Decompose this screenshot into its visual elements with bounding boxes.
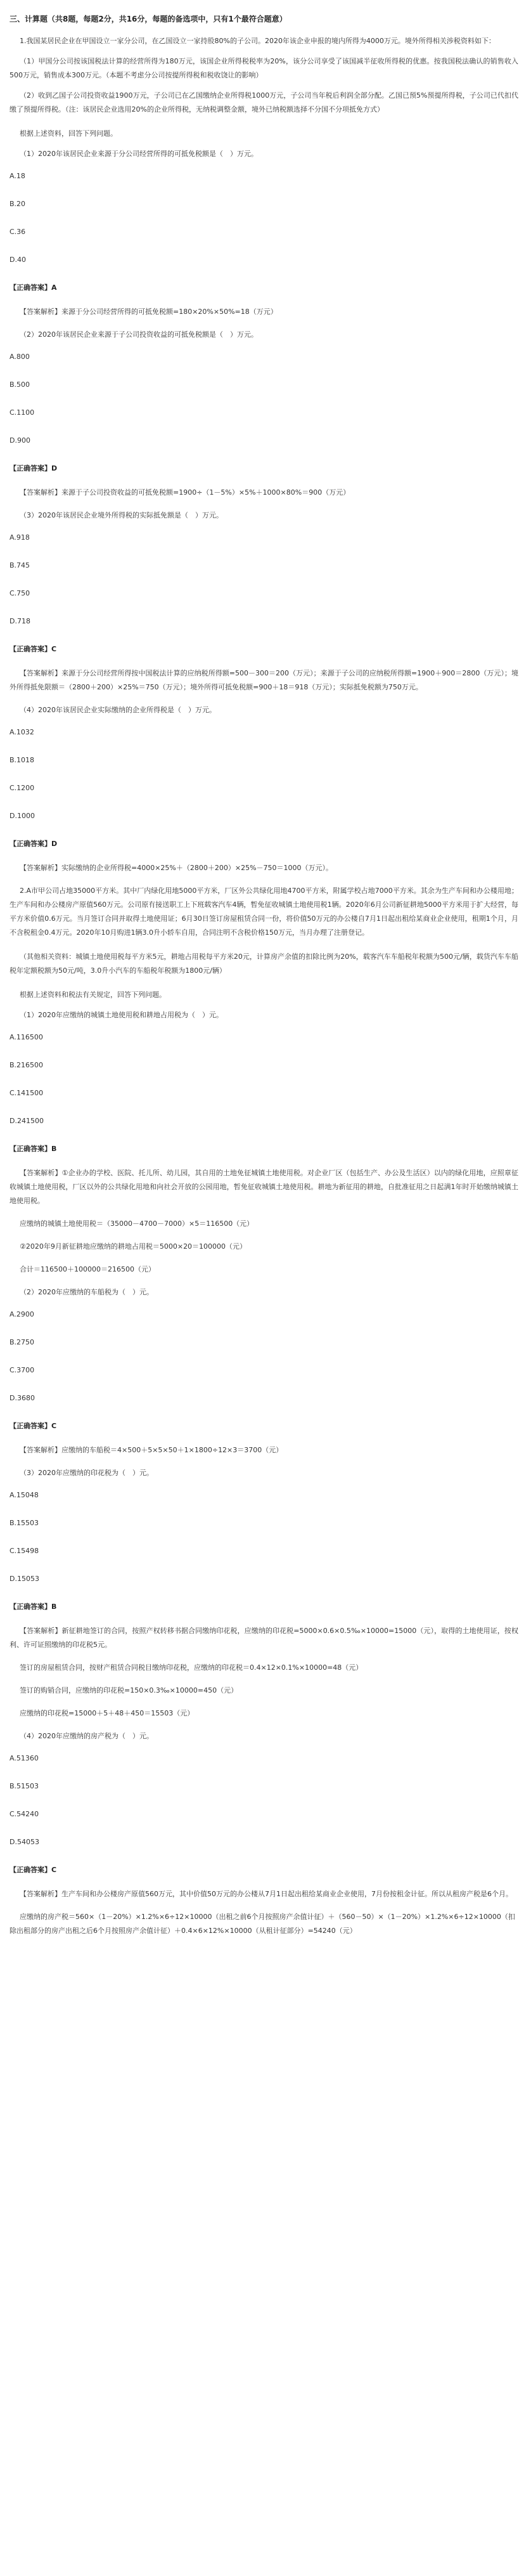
option-c: C.15498	[10, 1547, 39, 1555]
case-prompt: 根据上述资料，回答下列问题。	[20, 129, 117, 138]
calculation-line: 签订的房屋租赁合同，按财产租赁合同税目缴纳印花税，应缴纳的印花税＝0.4×12×0.1%×10000=48（元）	[20, 1663, 363, 1672]
question-block	[10, 1008, 518, 1277]
option-b: B.216500	[10, 1061, 44, 1069]
option-c: C.54240	[10, 1810, 39, 1818]
option-c: C.3700	[10, 1366, 35, 1374]
calculation-line: 应缴纳的城镇土地使用税＝（35000－4700－7000）×5＝116500（元）	[20, 1220, 254, 1228]
correct-answer: 【正确答案】C	[10, 1866, 57, 1874]
correct-answer: 【正确答案】C	[10, 645, 57, 653]
correct-answer: 【正确答案】B	[10, 1145, 57, 1153]
question-block	[10, 1285, 518, 1457]
correct-answer: 【正确答案】B	[10, 1603, 57, 1611]
option-b: B.2750	[10, 1338, 35, 1346]
option-c: C.141500	[10, 1089, 44, 1097]
option-b: B.20	[10, 200, 26, 208]
option-c: C.1100	[10, 408, 35, 417]
option-d: D.3680	[10, 1394, 35, 1402]
answer-analysis: 【答案解析】①企业办的学校、医院、托儿所、幼儿园，其自用的土地免征城镇土地使用税。对企业厂区（包括生产、办公及生活区）以内的绿化用地，应照章征收城镇土地使用税，厂区以外的公共绿化用地和向社会开放的公园用地，暂免征收城镇土地使用税。耕地为新征用的耕地，自批准征用之日起满1年时开始缴纳城镇土地使用税。	[10, 1169, 518, 1205]
option-c: C.750	[10, 589, 30, 597]
correct-answer: 【正确答案】D	[10, 840, 58, 848]
question-block	[10, 1729, 518, 1938]
calculation-line: 应缴纳的房产税＝560×（1－20%）×1.2%×6÷12×10000（出租之前6个月按照房产余值计征）＋（560－50）×（1－20%）×1.2%×6÷12×10000（扣除出租部分的房产出租之后6个月按照房产余值计征）＋0.4×6×12%×10000（从租计征部分）=54240（元）	[10, 1913, 515, 1935]
option-a: A.18	[10, 172, 25, 180]
calculation-line: 合计＝116500＋100000＝216500（元）	[20, 1265, 155, 1273]
correct-answer: 【正确答案】C	[10, 1422, 57, 1430]
option-b: B.745	[10, 561, 30, 569]
option-d: D.1000	[10, 812, 35, 820]
option-d: D.900	[10, 436, 30, 445]
option-d: D.40	[10, 256, 26, 264]
question-stem: （2）2020年该居民企业来源于子公司投资收益的可抵免税额是（ ）万元。	[20, 330, 258, 339]
answer-analysis: 【答案解析】来源于子公司投资收益的可抵免税额=1900÷（1－5%）×5%＋1000×80%＝900（万元）	[20, 488, 350, 497]
case-1	[10, 34, 518, 875]
question-stem: （1）2020年应缴纳的城镇土地使用税和耕地占用税为（ ）元。	[20, 1011, 223, 1019]
option-d: D.241500	[10, 1117, 44, 1125]
option-a: A.2900	[10, 1310, 34, 1318]
case-intro: 1.我国某居民企业在甲国设立一家分公司，在乙国设立一家持股80%的子公司。2020年该企业申报的境内所得为4000万元。境外所得相关涉税资料如下：	[20, 37, 496, 45]
answer-analysis: 【答案解析】应缴纳的车船税＝4×500＋5×5×50＋1×1800÷12×3＝3700（元）	[20, 1446, 283, 1454]
calculation-line: 签订的购销合同，应缴纳的印花税=150×0.3‰×10000=450（元）	[20, 1686, 238, 1695]
question-stem: （4）2020年应缴纳的房产税为（ ）元。	[20, 1732, 153, 1740]
case-material: （2）收到乙国子公司投资收益1900万元，子公司已在乙国缴纳企业所得税1000万元，子公司当年税后利润全部分配。乙国已预5%预提所得税，子公司已代扣代缴了预提所得税。（注：该居民企业选用20%的企业所得税，无纳税调整金额，境外已纳税额选择不分国不分项抵免方式）	[10, 91, 518, 114]
question-block	[10, 703, 518, 875]
question-stem: （2）2020年应缴纳的车船税为（ ）元。	[20, 1288, 153, 1296]
option-b: B.1018	[10, 756, 35, 764]
option-b: B.500	[10, 381, 30, 389]
correct-answer: 【正确答案】D	[10, 464, 58, 472]
section-title: 三、计算题（共8题，每题2分，共16分，每题的备选项中，只有1个最符合题意）	[10, 15, 287, 23]
question-block	[10, 147, 518, 319]
question-stem: （1）2020年该居民企业来源于分公司经营所得的可抵免税额是（ ）万元。	[20, 150, 258, 158]
question-block	[10, 1466, 518, 1721]
answer-analysis: 【答案解析】实际缴纳的企业所得税=4000×25%＋（2800＋200）×25%－750＝1000（万元）。	[20, 864, 333, 872]
question-block	[10, 328, 518, 500]
question-stem: （3）2020年该居民企业境外所得税的实际抵免额是（ ）万元。	[20, 511, 223, 519]
case-extra-info: （其他相关资料：城镇土地使用税每平方米5元，耕地占用税每平方米20元，计算房产余值的扣除比例为20%，载客汽车车船税年税额为500元/辆，载货汽车车船税年定额税额为50元/吨，3.0升小汽车的车船税年税额为1800元/辆）	[10, 953, 518, 975]
answer-analysis: 【答案解析】来源于分公司经营所得按中国税法计算的应纳税所得额=500－300＝200（万元）；来源于子公司的应纳税所得额=1900＋900＝2800（万元）；境外所得抵免限额＝（2800＋200）×25%＝750（万元）；境外所得可抵免税额=900＋18＝918（万元）；实际抵免税额为750万元。	[10, 669, 518, 691]
answer-analysis: 【答案解析】新征耕地签订的合同，按照产权转移书据合同缴纳印花税，应缴纳的印花税=5000×0.6×0.5‰×10000=15000（元），取得的土地使用证，按权利、许可证照缴纳的印花税5元。	[10, 1627, 518, 1649]
option-d: D.54053	[10, 1838, 39, 1846]
question-stem: （4）2020年该居民企业实际缴纳的企业所得税是（ ）万元。	[20, 706, 216, 714]
question-stem: （3）2020年应缴纳的印花税为（ ）元。	[20, 1469, 153, 1477]
option-c: C.1200	[10, 784, 35, 792]
answer-analysis: 【答案解析】来源于分公司经营所得的可抵免税额=180×20%×50%=18（万元）	[20, 308, 278, 316]
case-intro: 2.A市甲公司占地35000平方米。其中厂内绿化用地5000平方米，厂区外公共绿化用地4700平方米，附属学校占地7000平方米。其余为生产车间和办公楼用地；生产车间和办公楼房产原值560万元。公司原有接送职工上下班载客汽车4辆，暂免征收城镇土地使用税1辆。2020年6月公司新征耕地5000平方米用于扩大经营，每平方米价值0.6万元。当月签订合同并取得土地使用证；6月30日签订房屋租赁合同一份，将价值50万元的办公楼自7月1日起出租给某商业企业使用，租期1个月，月不含税租金0.4万元。2020年10月购进1辆3.0升小轿车自用，合同注明不含税价格150万元，当月办理了注册登记。	[10, 887, 518, 937]
correct-answer: 【正确答案】A	[10, 283, 57, 292]
case-prompt: 根据上述资料和税法有关规定，回答下列问题。	[20, 991, 166, 999]
case-material: （1）甲国分公司按该国税法计算的经营所得为180万元，该国企业所得税税率为20%，该分公司享受了该国减半征收所得税的优惠。按我国税法确认的销售收入500万元，销售成本300万元。（本题不考虑分公司按提所得税和税收饶让的影响）	[10, 57, 518, 79]
option-d: D.718	[10, 617, 30, 625]
option-a: A.116500	[10, 1033, 43, 1041]
calculation-line: ②2020年9月新征耕地应缴纳的耕地占用税＝5000×20＝100000（元）	[20, 1242, 247, 1251]
answer-analysis: 【答案解析】生产车间和办公楼房产原值560万元，其中价值50万元的办公楼从7月1日起出租给某商业企业使用，7月份按租金计征。所以从租房产税是6个月。	[20, 1890, 513, 1898]
option-d: D.15053	[10, 1575, 39, 1583]
question-block	[10, 509, 518, 694]
option-b: B.15503	[10, 1519, 39, 1527]
case-2	[10, 884, 518, 1938]
option-a: A.15048	[10, 1491, 39, 1499]
option-b: B.51503	[10, 1782, 39, 1790]
option-a: A.1032	[10, 728, 34, 736]
option-c: C.36	[10, 228, 26, 236]
option-a: A.918	[10, 533, 30, 542]
option-a: A.800	[10, 353, 30, 361]
option-a: A.51360	[10, 1754, 39, 1762]
calculation-line: 应缴纳的印花税=15000＋5＋48＋450＝15503（元）	[20, 1709, 195, 1717]
